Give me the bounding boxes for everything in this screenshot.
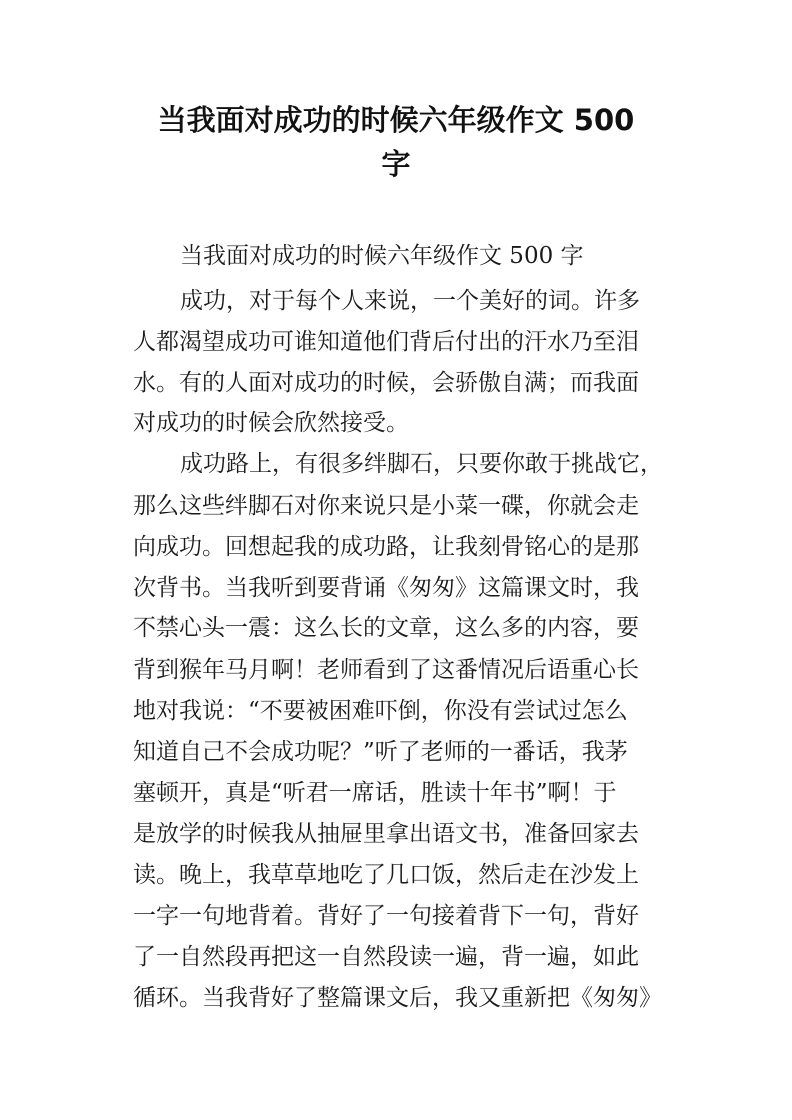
paragraph-line: 水。有的人面对成功的时候，会骄傲自满；而我面 — [133, 370, 639, 396]
paragraph-line: 是放学的时候我从抽屉里拿出语文书，准备回家去 — [133, 821, 639, 847]
paragraph-line: 循环。当我背好了整篇课文后，我又重新把《匆匆》 — [133, 985, 662, 1011]
paragraph-line: 背到猴年马月啊！老师看到了这番情况后语重心长 — [133, 657, 639, 683]
paragraph-line: 人都渴望成功可谁知道他们背后付出的汗水乃至泪 — [133, 329, 639, 355]
paragraph-line: 次背书。当我听到要背诵《匆匆》这篇课文时，我 — [133, 575, 639, 601]
paragraph-line: 那么这些绊脚石对你来说只是小菜一碟，你就会走 — [133, 493, 639, 519]
paragraph-line: 向成功。回想起我的成功路，让我刻骨铭心的是那 — [133, 534, 639, 560]
paragraph-line: 不禁心头一震：这么长的文章，这么多的内容，要 — [133, 615, 639, 641]
paragraph-line: 成功，对于每个人来说，一个美好的词。许多 — [180, 288, 640, 314]
paragraph-line: 读。晚上，我草草地吃了几口饭，然后走在沙发上 — [133, 862, 639, 888]
subtitle-line: 当我面对成功的时候六年级作文 500 字 — [180, 243, 584, 269]
paragraph-line: 了一自然段再把这一自然段读一遍，背一遍，如此 — [133, 944, 639, 970]
paragraph-line: 地对我说：“不要被困难吓倒，你没有尝试过怎么 — [133, 698, 628, 724]
paragraph-line: 知道自己不会成功呢？”听了老师的一番话，我茅 — [133, 739, 628, 765]
paragraph-line: 对成功的时候会欣然接受。 — [133, 410, 409, 436]
document-title-line-2: 字 — [381, 147, 411, 181]
paragraph-line: 一字一句地背着。背好了一句接着背下一句，背好 — [133, 903, 639, 929]
paragraph-line: 成功路上，有很多绊脚石，只要你敢于挑战它， — [180, 451, 663, 477]
document-title-line-1: 当我面对成功的时候六年级作文 500 — [157, 103, 635, 137]
paragraph-line: 塞顿开，真是“听君一席话，胜读十年书”啊！于 — [133, 780, 617, 806]
